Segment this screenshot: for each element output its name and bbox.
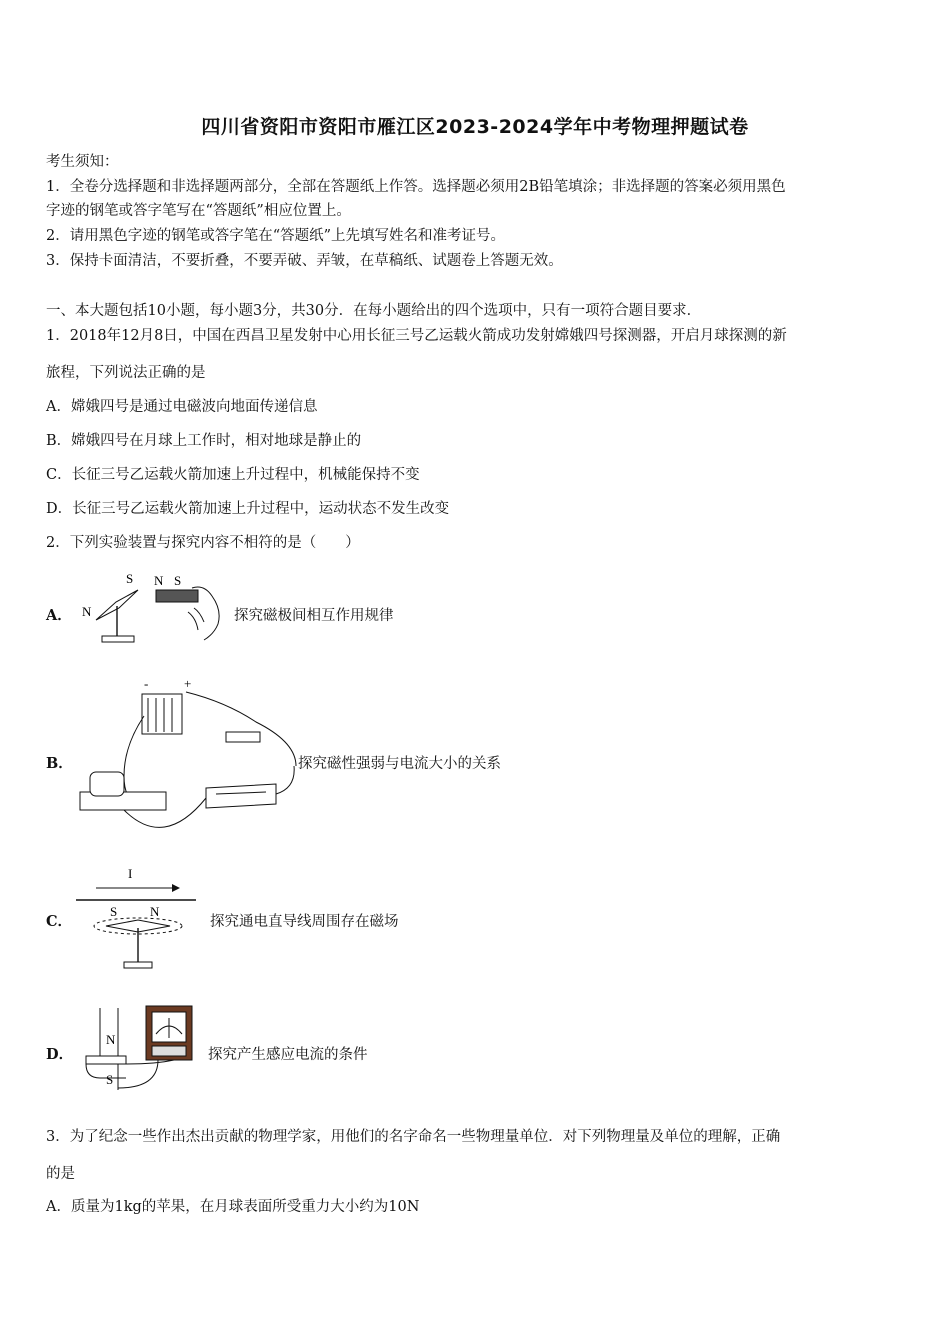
q2-option-c-label: C． xyxy=(46,913,73,930)
q2-option-a-label: A． xyxy=(46,607,72,624)
switch-icon xyxy=(226,732,260,742)
q2-option-d-desc: 探究产生感应电流的条件 xyxy=(208,1047,368,1063)
q3-option-a: A．质量为1kg的苹果，在月球表面所受重力大小约为10N xyxy=(46,1199,420,1215)
q1-stem-line2: 旅程，下列说法正确的是 xyxy=(46,365,206,381)
u-magnet-icon xyxy=(86,1056,126,1064)
electromagnet-circuit-figure xyxy=(76,676,298,836)
fig-c-current-label: I xyxy=(128,866,133,881)
q2-option-c-desc: 探究通电直导线周围存在磁场 xyxy=(210,914,399,930)
induction-figure xyxy=(80,1004,198,1092)
notice-heading: 考生须知： xyxy=(46,154,119,170)
fig-b-minus: - xyxy=(144,676,149,691)
q3-stem-line2: 的是 xyxy=(46,1166,75,1182)
q2-stem: 2．下列实验装置与探究内容不相符的是（ ） xyxy=(46,535,360,551)
fig-d-letter-s: S xyxy=(106,1072,114,1087)
notice-item-1: 1．全卷分选择题和非选择题两部分，全部在答题纸上作答。选择题必须用2B铅笔填涂；非选择题的答案必须用黑色 xyxy=(46,179,786,195)
fig-c-letter-n: N xyxy=(150,904,160,919)
section-heading: 一、本大题包括10小题，每小题3分，共30分．在每小题给出的四个选项中，只有一项符合题目要求． xyxy=(46,303,702,319)
q3-stem-line1: 3．为了纪念一些作出杰出贡献的物理学家，用他们的名字命名一些物理量单位．对下列物理量及单位的理解，正确 xyxy=(46,1129,781,1145)
fig-a-letter-n: N xyxy=(82,604,92,619)
fig-c-letter-s: S xyxy=(110,904,118,919)
q1-option-d: D．长征三号乙运载火箭加速上升过程中，运动状态不发生改变 xyxy=(46,501,450,517)
electromagnet-coil-icon xyxy=(90,772,124,796)
fig-a-letter-s2: S xyxy=(174,573,182,588)
oersted-figure xyxy=(76,862,202,972)
rheostat-icon xyxy=(206,784,276,808)
fig-b-plus: + xyxy=(184,676,192,691)
q1-option-a: A．嫦娥四号是通过电磁波向地面传递信息 xyxy=(46,399,318,415)
fig-d-letter-n: N xyxy=(106,1032,116,1047)
q1-option-b: B．嫦娥四号在月球上工作时，相对地球是静止的 xyxy=(46,433,362,449)
notice-item-3: 3．保持卡面清洁，不要折叠，不要弄破、弄皱，在草稿纸、试题卷上答题无效。 xyxy=(46,253,563,269)
q1-stem-line1: 1．2018年12月8日，中国在西昌卫星发射中心用长征三号乙运载火箭成功发射嫦娥四号探测器，开启月球探测的新 xyxy=(46,328,787,344)
q2-option-a-desc: 探究磁极间相互作用规律 xyxy=(234,608,394,624)
q2-option-b-desc: 探究磁性强弱与电流大小的关系 xyxy=(298,756,501,772)
fig-a-letter-n2: N xyxy=(154,573,164,588)
bar-magnet-icon xyxy=(156,590,198,602)
q2-option-b-label: B． xyxy=(46,755,73,772)
fig-a-letter-s: S xyxy=(126,571,134,586)
page-title: 四川省资阳市资阳市雁江区2023-2024学年中考物理押题试卷 xyxy=(201,116,749,138)
magnet-compass-figure xyxy=(74,568,224,646)
notice-item-1-cont: 字迹的钢笔或答字笔写在“答题纸”相应位置上。 xyxy=(46,203,351,219)
q1-option-c: C．长征三号乙运载火箭加速上升过程中，机械能保持不变 xyxy=(46,467,420,483)
notice-item-2: 2．请用黑色字迹的钢笔或答字笔在“答题纸”上先填写姓名和准考证号。 xyxy=(46,228,506,244)
q2-option-d-label: D． xyxy=(46,1046,74,1063)
